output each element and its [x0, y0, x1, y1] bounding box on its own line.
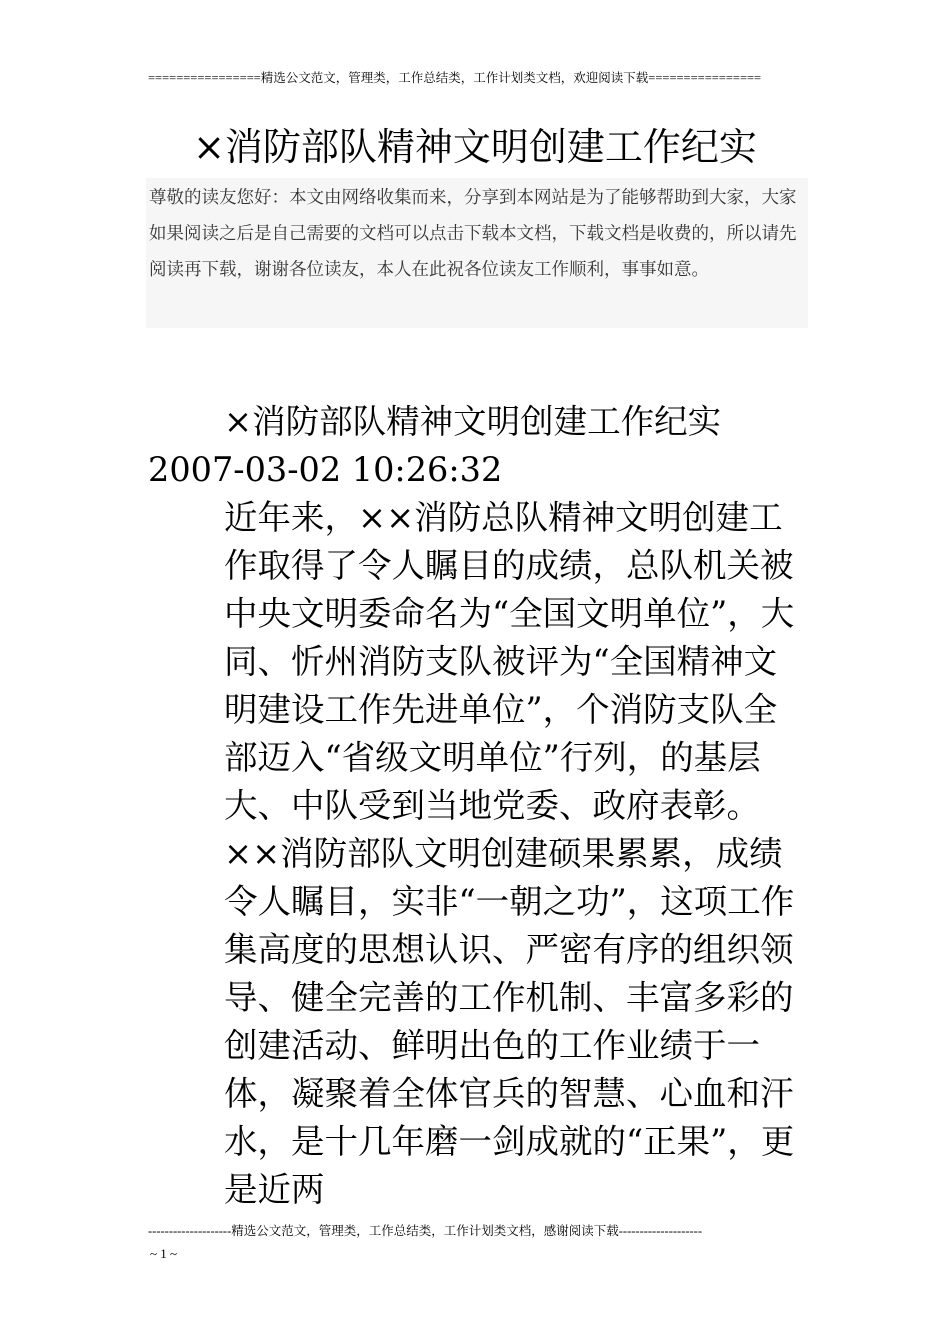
document-title: ×消防部队精神文明创建工作纪实 — [193, 125, 757, 169]
header-banner: ================精选公文范文，管理类，工作总结类，工作计划类文档，欢迎阅读下载================ — [148, 71, 762, 85]
article-date: 2007-03-02 10:26:32 — [148, 450, 503, 489]
article-body — [148, 398, 808, 1214]
page-number: ~ 1 ~ — [150, 1246, 178, 1261]
reader-notice-box — [146, 178, 808, 328]
article-paragraph: 近年来，××消防总队精神文明创建工作取得了令人瞩目的成绩，总队机关被中央文明委命名为“全国文明单位”，大同、忻州消防支队被评为“全国精神文明建设工作先进单位”，个消防支队全部迈入“省级文明单位”行列，的基层大、中队受到当地党委、政府表彰。××消防部队文明创建硕果累累，成绩令人瞩目，实非“一朝之功”，这项工作集高度的思想认识、严密有序的组织领导、健全完善的工作机制、丰富多彩的创建活动、鲜明出色的工作业绩于一体，凝聚着全体官兵的智慧、心血和汗水，是十几年磨一剑成就的“正果”，更是近两 — [224, 498, 795, 1209]
reader-notice-text: 尊敬的读友您好：本文由网络收集而来，分享到本网站是为了能够帮助到大家，大家如果阅读之后是自己需要的文档可以点击下载本文档，下载文档是收费的，所以请先阅读再下载，谢谢各位读友，本人在此祝各位读友工作顺利，事事如意。 — [149, 188, 797, 280]
article-heading: ×消防部队精神文明创建工作纪实 — [224, 402, 722, 441]
footer-banner: --------------------精选公文范文，管理类，工作总结类，工作计划类文档，感谢阅读下载-------------------- — [148, 1224, 703, 1238]
